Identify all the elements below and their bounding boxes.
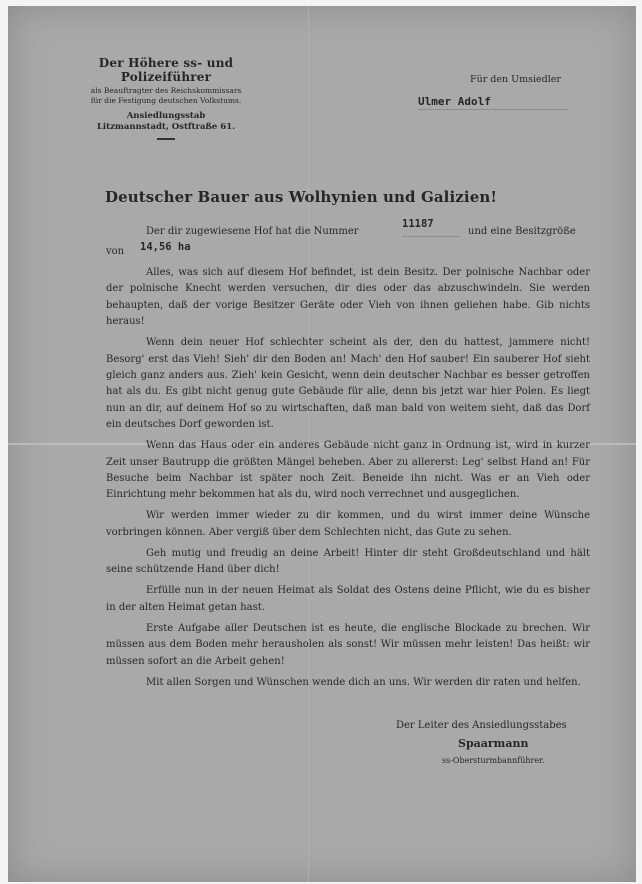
letter-body [106, 265, 590, 696]
recipient-label: Für den Umsiedler [470, 74, 561, 85]
farm-von: von [106, 246, 125, 257]
farm-text-before: Der dir zugewiesene Hof hat die Nummer [146, 226, 359, 237]
farm-text-after: und eine Besitzgröße [468, 226, 576, 237]
paragraph: Erste Aufgabe aller Deutschen ist es heute, die englische Blockade zu brechen. Wir müssen aus dem Boden mehr herausholen als sonst! Wir müssen mehr leisten! Das heißt: wir müssen sofort an die Arbeit gehen! [106, 622, 590, 667]
recipient-name: Ulmer Adolf [418, 95, 568, 110]
signatory-title: Der Leiter des Ansiedlungsstabes [396, 720, 567, 731]
signatory-rank: ss-Obersturmbannführer. [442, 756, 545, 765]
paragraph: Wenn dein neuer Hof schlechter scheint als der, den du hattest, jammere nicht! Besorg' erst das Vieh! Sieh' dir den Boden an! Mach' den Hof sauber! Ein sauberer Hof sieht gleich ganz anders aus. Zieh' kein Gesicht, wenn dein deutscher Nachbar es besser getroffen hat als du. Es gibt nicht genug gute Gebäude für alle, denn bis jetzt war hier Polen. Es liegt nun an dir, auf deinem Hof so zu wirtschaften, daß man bald von weitem sieht, daß das Dorf ein deutsches Dorf geworden ist. [106, 337, 590, 431]
signature-block [396, 720, 606, 765]
letterhead-address: Litzmannstadt, Ostftraße 61. [96, 122, 236, 132]
recipient-block [418, 74, 618, 110]
paragraph: Geh mutig und freudig an deine Arbeit! Hinter dir steht Großdeutschland und hält seine schützende Hand über dich! [106, 547, 590, 576]
letter-heading: Deutscher Bauer aus Wolhynien und Galizien! [105, 188, 498, 206]
paragraph: Erfülle nun in der neuen Heimat als Soldat des Ostens deine Pflicht, wie du es bisher in der alten Heimat getan hast. [106, 585, 590, 613]
farm-number-rule [402, 236, 460, 237]
paragraph: Mit allen Sorgen und Wünschen wende dich an uns. Wir werden dir raten und helfen. [146, 676, 581, 688]
letterhead [52, 56, 280, 140]
letterhead-subtitle-1: als Beauftragter des Reichskommissars [90, 86, 242, 95]
farm-area: 14,56 ha [140, 241, 191, 253]
farm-number: 11187 [402, 218, 434, 230]
paragraph: Wenn das Haus oder ein anderes Gebäude nicht ganz in Ordnung ist, wird in kurzer Zeit unser Bautrupp die größten Mängel beheben. Aber zu allererst: Leg' selbst Hand an! Für Besuche beim Nachbar ist später noch Zeit. Beneide ihn nicht. Was er an Vieh oder Einrichtung mehr bekommen hat als du, wird noch verrechnet und ausgeglichen. [106, 440, 590, 501]
letterhead-office: Ansiedlungsstab [126, 111, 206, 121]
letterhead-rule [157, 138, 175, 140]
letterhead-subtitle-2: für die Festigung deutschen Volkstums. [90, 96, 242, 105]
paragraph: Alles, was sich auf diesem Hof befindet, ist dein Besitz. Der polnische Nachbar oder der polnische Knecht werden versuchen, dir dies oder das abzuschwindeln. Sie werden behaupten, daß der vorige Besitzer Geräte oder Vieh von ihnen geliehen habe. Gib nichts heraus! [106, 267, 590, 328]
signatory-name: Spaarmann [458, 737, 529, 750]
letterhead-title: Der Höhere ss- und Polizeiführer [98, 56, 234, 84]
paragraph: Wir werden immer wieder zu dir kommen, und du wirst immer deine Wünsche vorbringen können. Aber vergiß über dem Schlechten nicht, das Gute zu sehen. [106, 510, 590, 538]
